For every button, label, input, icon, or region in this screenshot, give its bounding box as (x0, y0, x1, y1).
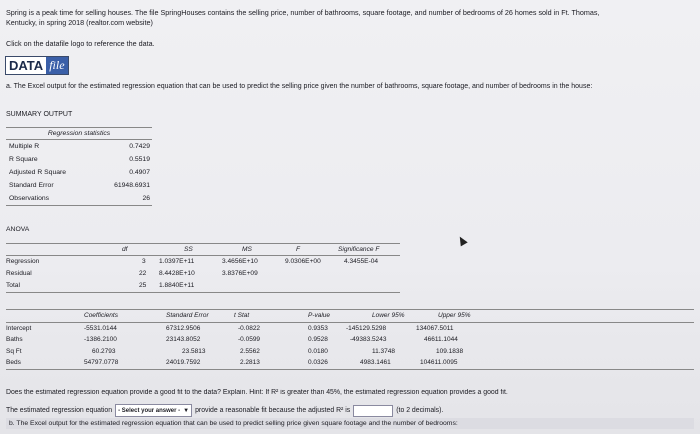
datafile-logo-button[interactable] (5, 56, 69, 75)
coef-se: 67312.9506 (166, 324, 201, 332)
coef-label: Baths (6, 336, 23, 343)
coef-se: 23.5813 (182, 347, 206, 355)
question-b-text: b. The Excel output for the estimated regression equation that can be used to predict selling price given square footage and the number of bedrooms: (6, 418, 694, 429)
regression-statistics-table (6, 127, 152, 206)
anova-header-sig: Significance F (338, 246, 380, 253)
coef-lo: 4983.1461 (360, 359, 391, 366)
coef-value: -5531.0144 (84, 324, 117, 332)
coef-header-se: Standard Error (166, 312, 209, 319)
anova-header-ms: MS (242, 246, 252, 253)
coef-lo: 11.3748 (372, 347, 396, 355)
anova-sig: 4.3455E-04 (344, 258, 379, 265)
anova-title: ANOVA (6, 226, 30, 233)
coef-row (6, 334, 694, 346)
coef-se: 23143.8052 (166, 336, 201, 343)
stat-label: Adjusted R Square (9, 169, 67, 176)
coef-header-coef: Coefficients (84, 312, 118, 319)
stat-label: Standard Error (9, 182, 54, 189)
coef-row (6, 346, 694, 358)
answer-middle: provide a reasonable fit because the adjusted R² is (195, 407, 351, 414)
anova-label: Regression (6, 258, 40, 265)
coef-value: -1386.2100 (84, 336, 117, 343)
stat-row (6, 153, 152, 166)
datafile-logo-file: file (46, 57, 67, 74)
stat-label: Multiple R (9, 143, 40, 150)
coef-hi: 134067.5011 (416, 324, 454, 332)
coef-lo: -145129.5298 (346, 324, 387, 332)
anova-ms: 3.8376E+09 (222, 270, 258, 277)
anova-header-ss: SS (184, 246, 193, 253)
stat-row (6, 140, 152, 153)
coef-t: -0.0822 (238, 324, 261, 332)
anova-table (6, 243, 400, 293)
stat-row (6, 192, 152, 205)
stat-value: 26 (142, 195, 150, 202)
coef-t: 2.2813 (240, 359, 260, 366)
coef-header-lo: Lower 95% (372, 312, 405, 319)
coefficients-table (6, 309, 694, 370)
stat-label: Observations (9, 195, 50, 202)
coef-label: Sq Ft (6, 347, 22, 355)
coef-p: 0.0326 (308, 359, 328, 366)
coef-hi: 109.1838 (436, 347, 464, 355)
answer-select[interactable] (115, 404, 192, 417)
coef-row (6, 357, 694, 369)
stat-label: R Square (9, 156, 38, 163)
coef-p: 0.9353 (308, 324, 328, 332)
datafile-instruction: Click on the datafile logo to reference the data. (6, 39, 155, 48)
fit-question: Does the estimated regression equation provide a good fit to the data? Explain. Hint: If R² is greater than 45%, the estimated regression equation provides a good fit. (6, 389, 508, 396)
mouse-pointer (456, 235, 467, 247)
coef-value: 60.2793 (92, 347, 116, 355)
anova-label: Total (6, 282, 20, 289)
stat-value: 0.4907 (129, 169, 150, 176)
coef-label: Beds (6, 359, 21, 366)
chevron-down-icon: ▼ (183, 407, 190, 414)
coef-hi: 46611.1044 (424, 336, 458, 343)
coef-header-t: t Stat (234, 312, 250, 319)
anova-ms: 3.4656E+10 (222, 258, 258, 265)
regression-statistics-header: Regression statistics (6, 128, 152, 140)
coef-header-hi: Upper 95% (438, 312, 471, 319)
anova-row (6, 268, 400, 280)
coef-p: 0.0180 (308, 347, 328, 355)
coef-lo: -49383.5243 (350, 336, 387, 343)
anova-header-row (6, 244, 400, 256)
answer-prefix: The estimated regression equation (6, 407, 113, 414)
coef-se: 24019.7592 (166, 359, 201, 366)
stat-row (6, 179, 152, 192)
summary-output-title: SUMMARY OUTPUT (6, 111, 73, 118)
anova-f: 9.0306E+00 (285, 258, 321, 265)
answer-line (6, 404, 443, 417)
datafile-logo-word: DATA (6, 57, 46, 74)
coef-hi: 104611.0095 (420, 359, 458, 366)
coef-row (6, 323, 694, 335)
adjusted-r2-input[interactable] (353, 405, 393, 417)
coef-value: 54797.0778 (84, 359, 119, 366)
intro-line-2: Kentucky, in spring 2018 (realtor.com website) (6, 18, 153, 27)
answer-suffix: (to 2 decimals). (396, 407, 444, 414)
answer-select-label: - Select your answer - (118, 407, 181, 414)
anova-label: Residual (6, 270, 32, 277)
coef-label: Intercept (6, 324, 32, 332)
stat-value: 61948.6931 (114, 182, 150, 189)
anova-header-df: df (122, 246, 128, 253)
anova-ss: 1.0397E+11 (159, 258, 195, 265)
stat-value: 0.7429 (129, 143, 150, 150)
anova-row (6, 280, 400, 292)
problem-intro (6, 8, 694, 28)
anova-header-f: F (296, 246, 301, 253)
anova-ss: 8.4428E+10 (159, 270, 195, 277)
anova-df: 25 (139, 282, 147, 289)
coef-t: 2.5562 (240, 347, 260, 355)
anova-row (6, 256, 400, 268)
anova-df: 3 (142, 258, 146, 265)
coef-header-row (6, 310, 694, 323)
anova-df: 22 (139, 270, 147, 277)
stat-row (6, 166, 152, 179)
coef-t: -0.0599 (238, 336, 261, 343)
stat-value: 0.5519 (129, 156, 150, 163)
intro-line-1: Spring is a peak time for selling houses. The file SpringHouses contains the selling price, number of bathrooms, square footage, and number of bedrooms of 26 homes sold in Ft. Thomas, (6, 8, 600, 17)
coef-header-p: P-value (308, 312, 331, 319)
coef-p: 0.9528 (308, 336, 328, 343)
question-a-text: a. The Excel output for the estimated regression equation that can be used to predict the selling price given the number of bathrooms, square footage, and number of bedrooms in the house: (6, 83, 593, 90)
anova-ss: 1.8840E+11 (159, 282, 195, 289)
